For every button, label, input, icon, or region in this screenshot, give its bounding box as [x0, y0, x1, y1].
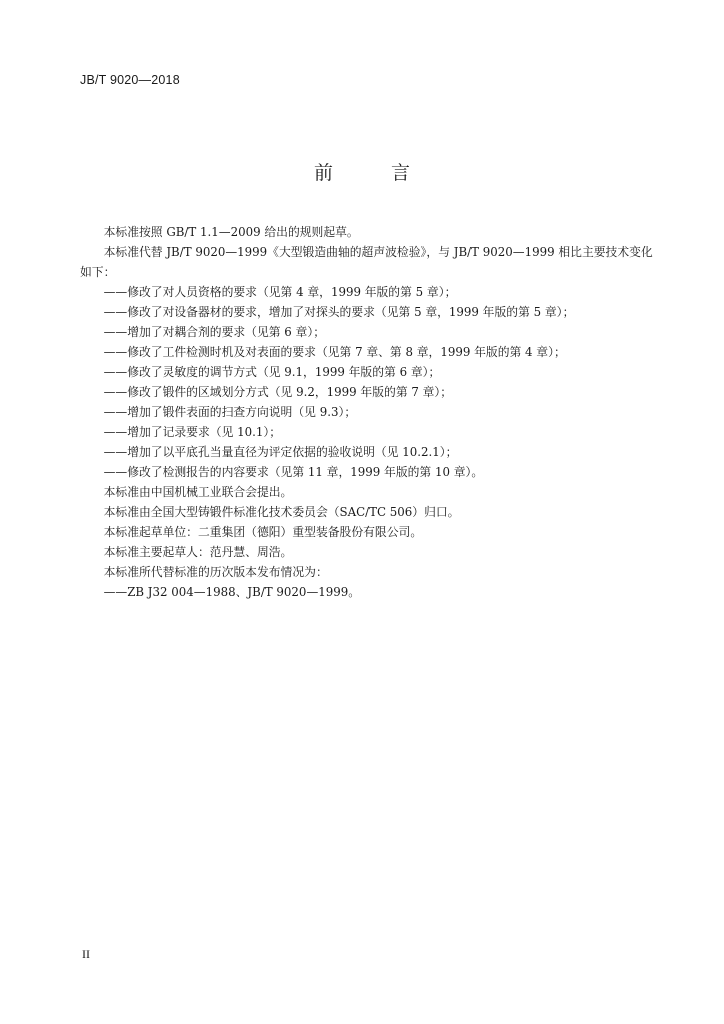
- list-item: ——修改了对人员资格的要求（见第 4 章，1999 年版的第 5 章）；: [103, 285, 457, 299]
- drafters-paragraph: 本标准主要起草人：范丹慧、周浩。: [103, 545, 293, 559]
- drafting-rule-paragraph: 本标准按照 GB/T 1.1—2009 给出的规则起草。: [103, 225, 359, 239]
- centralized-by-paragraph: 本标准由全国大型铸锻件标准化技术委员会（SAC/TC 506）归口。: [103, 505, 460, 519]
- list-item: ——修改了灵敏度的调节方式（见 9.1，1999 年版的第 6 章）；: [103, 365, 441, 379]
- list-item: ——修改了对设备器材的要求，增加了对探头的要求（见第 5 章，1999 年版的第 5 章）；: [103, 305, 575, 319]
- foreword-body: [80, 222, 664, 602]
- proposed-by-paragraph: 本标准由中国机械工业联合会提出。: [103, 485, 293, 499]
- list-item: ——修改了锻件的区域划分方式（见 9.2，1999 年版的第 7 章）；: [103, 385, 453, 399]
- changes-list: [80, 282, 664, 482]
- drafting-unit-paragraph: 本标准起草单位：二重集团（德阳）重型装备股份有限公司。: [103, 525, 423, 539]
- list-item: ——修改了工件检测时机及对表面的要求（见第 7 章、第 8 章，1999 年版的第 4 章）；: [103, 345, 566, 359]
- list-item: ——增加了记录要求（见 10.1）；: [103, 425, 282, 439]
- list-item: ——增加了锻件表面的扫查方向说明（见 9.3）；: [103, 405, 357, 419]
- replaces-paragraph: 本标准代替 JB/T 9020—1999《大型锻造曲轴的超声波检验》，与 JB/T 9020—1999 相比主要技术变化如下：: [80, 245, 653, 279]
- list-item: ——增加了对耦合剂的要求（见第 6 章）；: [103, 325, 326, 339]
- standard-code-header: JB/T 9020—2018: [80, 73, 180, 87]
- history-intro-paragraph: 本标准所代替标准的历次版本发布情况为：: [103, 565, 328, 579]
- history-item: ——ZB J32 004—1988、JB/T 9020—1999。: [103, 585, 361, 599]
- page-number: II: [82, 947, 90, 961]
- page-title: 前 言: [313, 162, 437, 184]
- list-item: ——增加了以平底孔当量直径为评定依据的验收说明（见 10.2.1）；: [103, 445, 458, 459]
- list-item: ——修改了检测报告的内容要求（见第 11 章，1999 年版的第 10 章）。: [103, 465, 484, 479]
